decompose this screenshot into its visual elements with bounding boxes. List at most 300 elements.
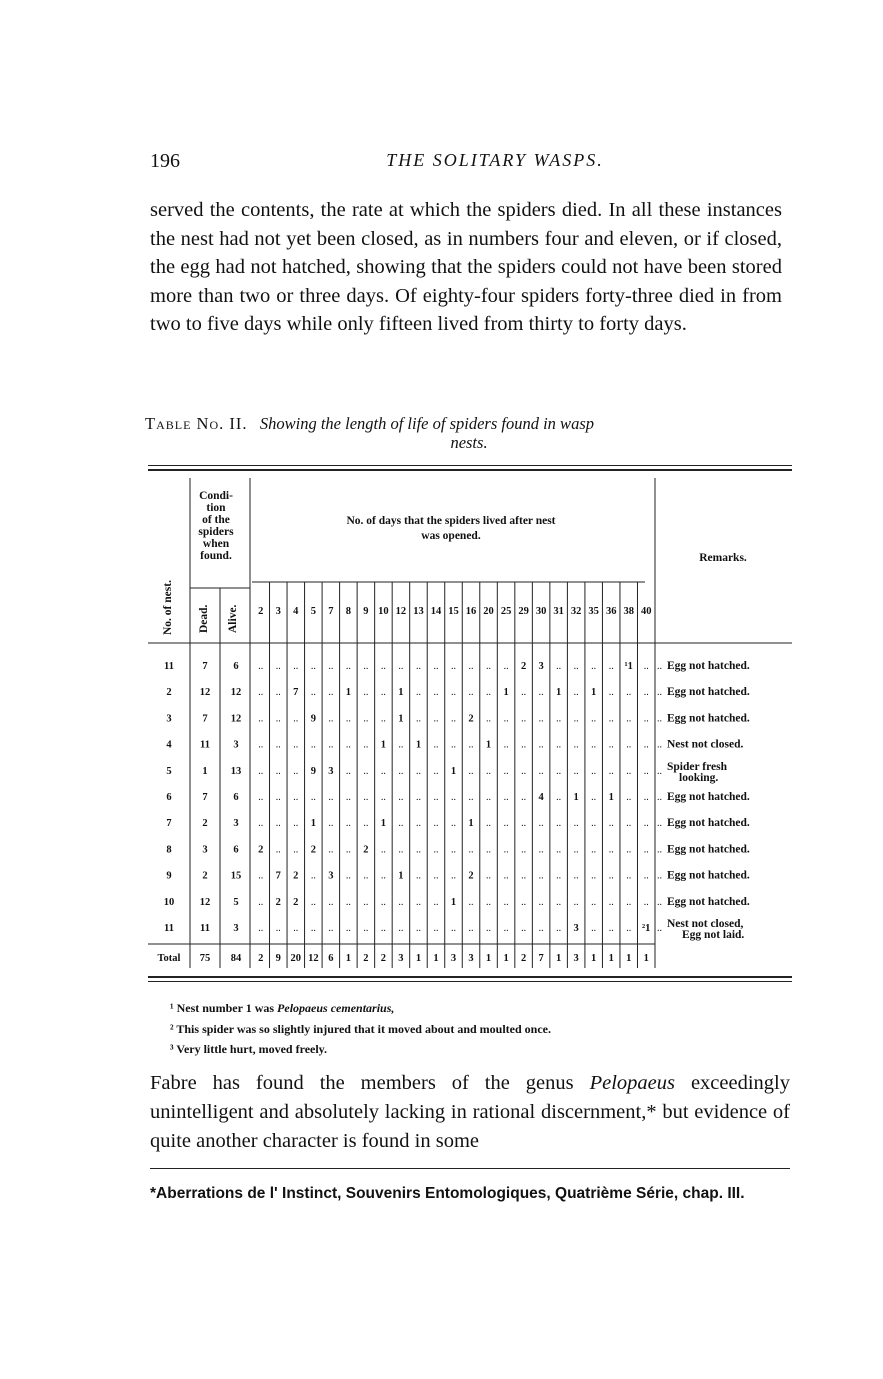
page-number: 196 [150,150,180,172]
day-header: 7 [328,606,334,617]
row-nest-number: 3 [166,713,172,725]
row-day-empty: .. [468,896,474,908]
row-day-value: 1 [503,687,509,699]
row-day-empty: .. [328,687,334,699]
row-day-empty: .. [293,818,299,830]
row-day-empty: .. [486,792,492,803]
row-day-empty: .. [538,870,544,882]
remark-leader: .. [657,818,662,830]
row-day-empty: .. [275,923,281,934]
row-day-empty: .. [415,661,421,672]
column-header-nest: No. of nest. [162,580,174,635]
row-day-empty: .. [363,687,369,699]
total-day-value: 2 [258,953,264,964]
row-day-empty: .. [521,870,527,882]
row-day-empty: .. [345,923,351,934]
day-header: 16 [465,606,477,617]
row-remark: Egg not hatched. [667,869,750,882]
table-row [166,843,749,855]
row-day-empty: .. [468,739,474,751]
row-day-value: 2 [293,870,299,882]
row-day-empty: .. [521,818,527,830]
row-remark: looking. [679,771,719,784]
row-day-empty: .. [415,870,421,882]
row-alive-count: 3 [233,818,239,830]
row-day-empty: .. [258,923,264,934]
row-day-empty: .. [451,844,456,856]
day-headers [258,606,651,617]
row-day-empty: .. [643,739,649,751]
row-day-empty: .. [643,896,649,908]
row-dead-count: 2 [202,870,208,882]
table-row [166,761,727,784]
row-day-empty: .. [433,792,439,803]
row-day-value: 1 [450,896,457,908]
row-day-value: 2 [275,896,281,908]
row-day-value: 1 [591,687,597,699]
row-day-empty: .. [608,870,614,882]
row-day-empty: .. [556,739,562,751]
row-day-empty: .. [345,739,351,751]
row-day-empty: .. [258,870,264,882]
row-remark: Egg not laid. [682,929,745,941]
table-row [164,660,750,672]
total-day-value: 1 [591,953,597,964]
row-nest-number: 8 [166,844,172,856]
row-day-empty: .. [608,687,614,699]
row-day-value: ²1 [642,923,651,934]
row-day-empty: .. [258,661,264,672]
table-row [166,686,749,698]
row-day-empty: .. [451,661,456,672]
row-day-empty: .. [626,765,632,777]
row-alive-count: 5 [233,896,239,908]
day-header: 8 [345,606,351,617]
row-day-empty: .. [345,765,351,777]
row-day-empty: .. [468,923,474,934]
row-day-empty: .. [486,661,492,672]
row-dead-count: 7 [202,661,208,672]
row-day-empty: .. [415,765,421,777]
row-day-value: ¹1 [624,661,633,672]
column-header-days-line2: was opened. [421,530,481,542]
row-day-empty: .. [521,713,527,725]
row-day-value: 1 [310,818,316,830]
row-day-empty: .. [258,818,264,830]
row-day-empty: .. [310,792,316,803]
row-day-empty: .. [451,713,456,725]
total-day-value: 9 [275,953,281,964]
row-day-empty: .. [626,844,632,856]
total-day-value: 3 [450,953,457,964]
row-day-empty: .. [503,870,509,882]
row-day-empty: .. [293,713,299,725]
row-day-empty: .. [451,923,456,934]
row-day-empty: .. [451,792,456,803]
row-day-empty: .. [345,870,351,882]
row-day-empty: .. [433,896,439,908]
row-day-empty: .. [398,739,404,751]
row-day-value: 2 [468,870,474,882]
row-day-value: 1 [345,687,351,699]
row-day-empty: .. [380,923,386,934]
row-dead-count: 7 [202,713,208,725]
row-day-empty: .. [626,739,632,751]
row-day-empty: .. [538,765,544,777]
row-day-empty: .. [626,818,632,830]
row-dead-count: 3 [202,844,208,856]
table-label: Table No. II. [145,414,248,433]
paragraph-2: Fabre has found the members of the genus Pelopaeus exceedingly unintelligent and absolutely lacking in rational discernment,* but evidence of quite another character is found in some [150,1072,790,1152]
row-alive-count: 12 [230,713,242,725]
day-header: 5 [310,606,316,617]
row-day-empty: .. [380,896,386,908]
row-day-value: 2 [363,844,369,856]
row-dead-count: 2 [202,818,208,830]
day-header: 40 [640,606,652,617]
row-day-empty: .. [293,739,299,751]
row-day-empty: .. [433,818,439,830]
row-day-empty: .. [275,792,281,803]
row-dead-count: 12 [199,896,211,908]
row-dead-count: 11 [200,923,210,934]
row-alive-count: 13 [230,765,242,777]
row-day-empty: .. [363,765,369,777]
row-day-value: 2 [520,661,527,672]
row-day-empty: .. [345,792,351,803]
row-day-empty: .. [626,792,632,803]
table-row [164,918,744,941]
condition-header-line: spiders [198,526,234,538]
footnote-rule [150,1168,790,1169]
condition-header-line: found. [200,550,232,562]
total-label: Total [157,953,181,964]
row-day-empty: .. [328,792,334,803]
row-day-empty: .. [643,765,649,777]
row-day-empty: .. [573,765,579,777]
row-day-empty: .. [345,661,351,672]
row-day-value: 1 [398,870,404,882]
column-header-alive: Alive. [227,604,239,633]
row-remark: Egg not hatched. [667,895,750,908]
row-day-value: 7 [293,687,299,699]
row-day-value: 1 [380,739,387,751]
row-day-value: 1 [573,792,579,803]
row-day-value: 3 [328,765,334,777]
row-day-empty: .. [328,818,334,830]
row-day-empty: .. [275,844,281,856]
row-day-empty: .. [573,739,579,751]
table-row [164,896,750,908]
row-remark: Egg not hatched. [667,791,750,803]
day-header: 30 [535,606,547,617]
total-day-value: 1 [485,953,492,964]
total-day-value: 20 [290,953,302,964]
row-day-empty: .. [643,687,649,699]
total-day-value: 3 [398,953,404,964]
column-header-remarks: Remarks. [699,552,747,564]
row-day-empty: .. [503,923,509,934]
row-day-value: 1 [485,739,492,751]
row-day-empty: .. [573,661,579,672]
row-day-empty: .. [451,687,456,699]
page-footnote: *Aberrations de l' Instinct, Souvenirs Entomologiques, Quatrième Série, chap. III. [150,1185,745,1202]
row-day-empty: .. [626,896,632,908]
row-alive-count: 6 [233,661,239,672]
column-header-dead: Dead. [198,604,210,633]
row-day-empty: .. [556,661,562,672]
total-day-value: 1 [433,953,439,964]
row-day-empty: .. [433,739,439,751]
row-day-empty: .. [433,923,439,934]
row-day-value: 1 [608,792,614,803]
row-day-empty: .. [293,844,299,856]
row-day-empty: .. [415,844,421,856]
day-header: 14 [430,606,442,617]
row-day-empty: .. [275,739,281,751]
row-day-empty: .. [398,923,404,934]
total-day-value: 6 [328,953,334,964]
total-day-value: 12 [308,953,319,964]
row-day-empty: .. [415,792,421,803]
total-day-value: 1 [503,953,509,964]
row-day-empty: .. [486,765,492,777]
row-day-value: 2 [468,713,474,725]
genus-name: Pelopaeus [589,1072,675,1094]
row-day-empty: .. [380,792,386,803]
row-dead-count: 12 [199,687,211,699]
day-header: 32 [570,606,582,617]
row-day-value: 9 [310,713,316,725]
total-day-value: 1 [345,953,351,964]
row-day-empty: .. [608,713,614,725]
condition-header-line: when [202,538,230,550]
total-day-value: 2 [380,953,387,964]
row-day-empty: .. [626,870,632,882]
remark-leader: .. [657,870,662,882]
row-day-empty: .. [468,765,474,777]
total-alive: 84 [230,953,242,964]
day-header: 3 [275,606,281,617]
row-day-empty: .. [538,687,544,699]
column-header-condition [198,490,234,562]
row-day-empty: .. [328,661,334,672]
row-day-empty: .. [275,687,281,699]
row-day-empty: .. [591,818,597,830]
row-day-empty: .. [486,870,492,882]
row-day-value: 2 [310,844,316,856]
column-header-days-line1: No. of days that the spiders lived after nest [346,515,556,527]
row-day-value: 1 [556,687,562,699]
row-day-empty: .. [433,870,439,882]
row-day-empty: .. [451,739,456,751]
remark-leader: .. [657,739,662,751]
row-day-value: 9 [310,765,316,777]
row-day-empty: .. [573,896,579,908]
remark-leader: .. [657,923,662,934]
row-day-empty: .. [643,818,649,830]
condition-header-line: Condi- [199,490,233,502]
row-day-empty: .. [345,818,351,830]
row-day-empty: .. [556,870,562,882]
row-alive-count: 3 [233,739,239,751]
row-day-empty: .. [451,818,456,830]
row-day-empty: .. [363,923,369,934]
row-nest-number: 6 [166,792,172,803]
table-row [166,870,749,882]
row-day-empty: .. [258,896,264,908]
row-day-empty: .. [468,661,474,672]
row-day-empty: .. [328,713,334,725]
row-day-empty: .. [310,896,316,908]
row-day-empty: .. [275,713,281,725]
running-title: THE SOLITARY WASPS. [386,150,604,170]
row-day-empty: .. [345,844,351,856]
row-day-value: 7 [275,870,281,882]
row-day-value: 3 [328,870,334,882]
total-day-value: 1 [556,953,562,964]
remark-leader: .. [657,765,662,777]
row-day-empty: .. [275,661,281,672]
row-day-empty: .. [433,661,439,672]
day-header: 10 [378,606,389,617]
row-day-empty: .. [363,818,369,830]
row-remark: Nest not closed. [667,738,744,751]
row-day-empty: .. [591,792,597,803]
footnote-2: ² This spider was so slightly injured that it moved about and moulted once. [170,1021,551,1036]
row-day-value: 2 [293,896,299,908]
row-day-empty: .. [556,923,562,934]
table-title-continued: nests. [450,433,488,452]
row-day-empty: .. [363,870,369,882]
row-day-empty: .. [608,765,614,777]
row-nest-number: 10 [163,896,175,908]
row-nest-number: 7 [166,818,172,830]
row-day-empty: .. [573,687,579,699]
footnote-3: ³ Very little hurt, moved freely. [170,1042,328,1056]
row-day-empty: .. [503,765,509,777]
row-remark: Egg not hatched. [667,817,750,830]
row-day-empty: .. [608,923,614,934]
paragraph-1: served the contents, the rate at which the spiders died. In all these instances the nest had not yet been closed, as in numbers four and eleven, or if closed, the egg had not hatched, showing that the spiders could not have been stored more than two or three days. Of eighty-four spiders forty-three died in from two to five days while only fifteen lived from thirty to forty days. [150,199,782,336]
row-nest-number: 5 [166,765,172,777]
row-remark: Nest not closed, [667,918,744,930]
row-day-value: 2 [258,844,264,856]
row-day-empty: .. [310,661,316,672]
row-day-empty: .. [503,713,509,725]
row-day-empty: .. [398,765,404,777]
row-remark: Spider fresh [667,760,727,773]
row-day-empty: .. [398,896,404,908]
row-day-empty: .. [643,792,649,803]
row-day-empty: .. [538,923,544,934]
day-header: 38 [623,606,634,617]
row-day-empty: .. [258,687,264,699]
total-day-value: 2 [520,953,527,964]
row-day-empty: .. [591,896,597,908]
row-day-empty: .. [380,765,386,777]
row-day-empty: .. [538,713,544,725]
row-nest-number: 2 [166,687,172,699]
row-day-empty: .. [293,792,299,803]
row-day-empty: .. [433,765,439,777]
row-day-empty: .. [380,870,386,882]
row-day-empty: .. [503,896,509,908]
row-day-empty: .. [538,818,544,830]
row-day-value: 1 [398,687,404,699]
row-day-empty: .. [626,923,632,934]
row-day-empty: .. [573,870,579,882]
row-day-empty: .. [591,844,597,856]
row-day-empty: .. [503,739,509,751]
row-day-value: 3 [538,661,544,672]
row-day-empty: .. [380,844,386,856]
total-day-value: 1 [608,953,614,964]
row-day-empty: .. [591,923,597,934]
total-day-value: 7 [538,953,544,964]
row-day-empty: .. [415,713,421,725]
day-header: 4 [293,606,299,617]
row-dead-count: 11 [200,739,210,751]
row-day-empty: .. [573,818,579,830]
row-dead-count: 1 [202,765,208,777]
condition-header-line: of the [202,514,230,526]
day-header: 20 [483,606,494,617]
row-day-empty: .. [433,713,439,725]
row-day-empty: .. [556,896,562,908]
row-day-empty: .. [310,870,316,882]
row-day-empty: .. [591,713,597,725]
row-alive-count: 6 [233,792,239,803]
row-day-empty: .. [591,765,597,777]
row-day-value: 4 [538,792,544,803]
table-footnotes [170,998,770,1060]
row-day-empty: .. [503,844,509,856]
row-day-empty: .. [643,870,649,882]
table-row [166,739,743,751]
table-row [166,791,749,803]
row-day-empty: .. [556,818,562,830]
row-day-empty: .. [486,844,492,856]
row-day-empty: .. [398,818,404,830]
row-day-empty: .. [608,896,614,908]
row-day-empty: .. [608,739,614,751]
row-day-empty: .. [363,739,369,751]
row-day-empty: .. [380,713,386,725]
row-day-empty: .. [433,844,439,856]
row-dead-count: 7 [202,792,208,803]
row-nest-number: 4 [166,739,172,751]
day-header: 2 [258,606,264,617]
row-day-empty: .. [521,687,527,699]
remark-leader: .. [657,713,662,725]
row-day-empty: .. [415,687,421,699]
row-day-empty: .. [415,818,421,830]
row-day-value: 1 [468,818,474,830]
row-day-empty: .. [626,687,632,699]
row-day-empty: .. [328,739,334,751]
row-day-empty: .. [258,713,264,725]
row-day-empty: .. [433,687,439,699]
table-row [166,817,749,829]
row-day-empty: .. [275,765,281,777]
row-day-empty: .. [556,792,562,803]
row-day-empty: .. [310,687,316,699]
row-day-empty: .. [275,818,281,830]
day-header: 13 [413,606,424,617]
row-day-empty: .. [608,844,614,856]
row-nest-number: 9 [166,870,172,882]
